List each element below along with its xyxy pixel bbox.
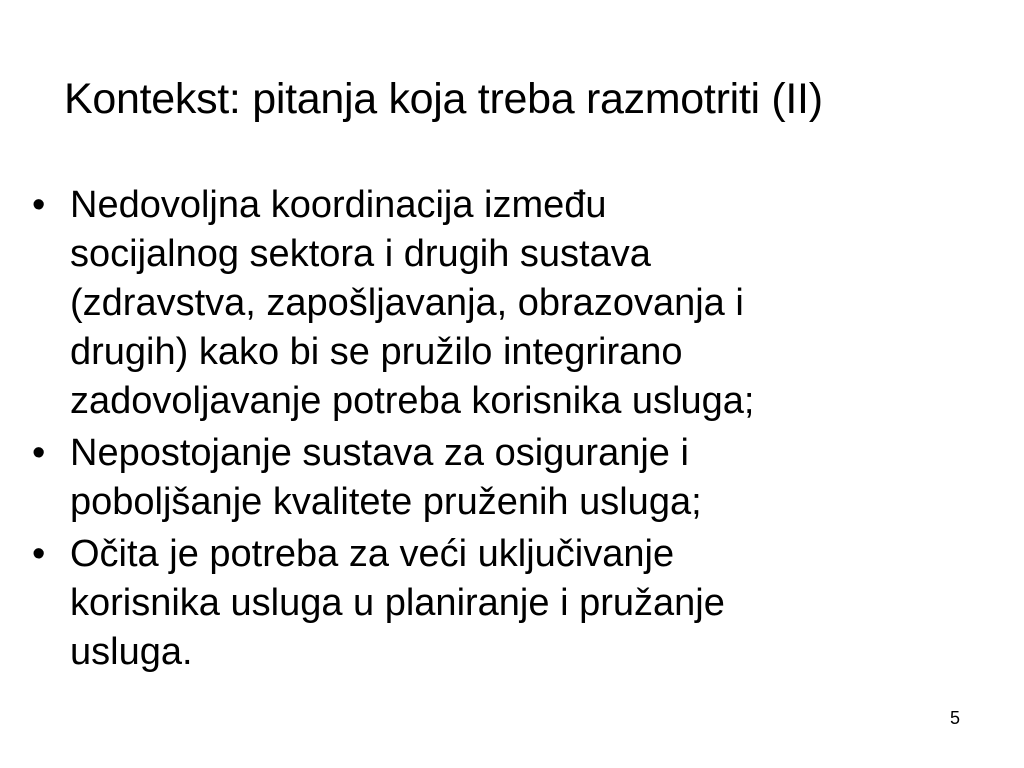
page-number: 5 — [950, 708, 961, 728]
list-item — [26, 429, 986, 527]
bullet-icon: • — [32, 184, 46, 226]
list-item — [26, 530, 986, 677]
slide-title: Kontekst: pitanja koja treba razmotriti (II) — [64, 75, 823, 123]
bullet-list — [26, 181, 986, 680]
bullet-icon: • — [32, 432, 46, 474]
list-item — [26, 181, 986, 426]
bullet-text: Očita je potreba za veći uključivanje korisnika usluga u planiranje i pružanje usluga. — [70, 533, 725, 673]
bullet-icon: • — [32, 533, 46, 575]
bullet-text: Nepostojanje sustava za osiguranje i poboljšanje kvalitete pruženih usluga; — [70, 432, 702, 523]
bullet-text: Nedovoljna koordinacija između socijalnog sektora i drugih sustava (zdravstva, zapošljavanja, obrazovanja i drugih) kako bi se pružilo integrirano zadovoljavanje potreba korisnika usluga; — [70, 184, 755, 422]
